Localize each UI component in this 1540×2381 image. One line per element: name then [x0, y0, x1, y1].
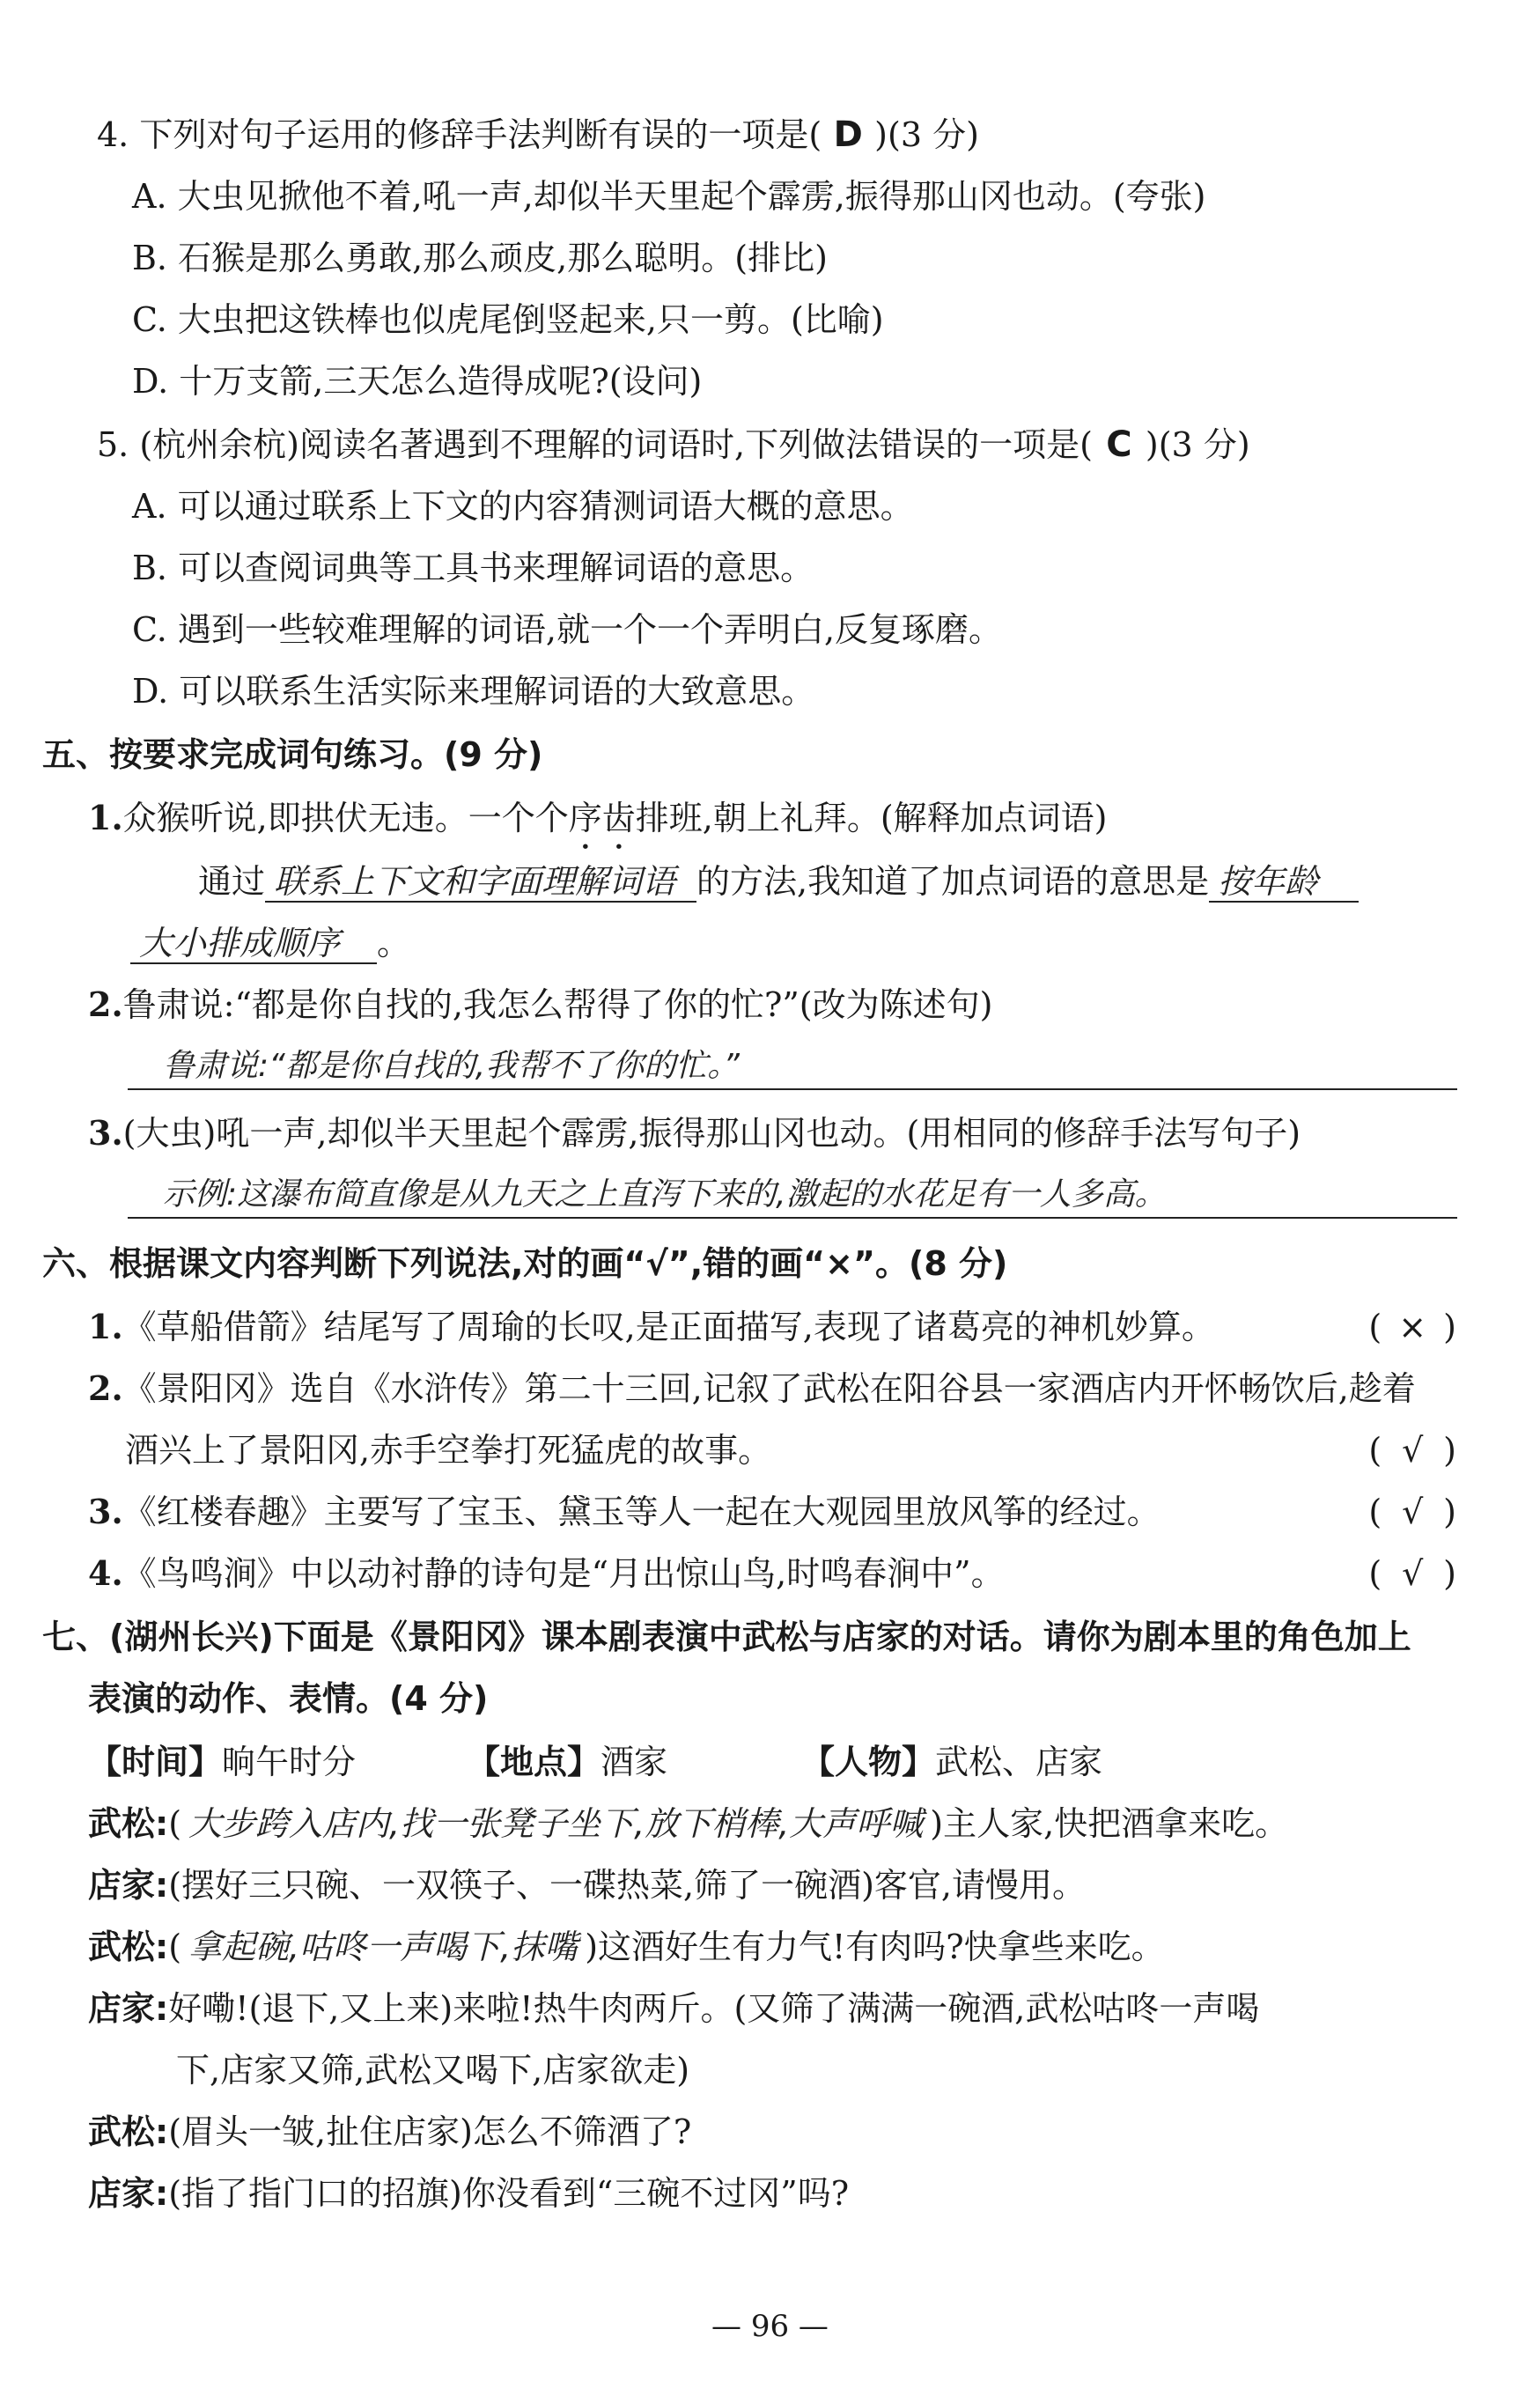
scene-info: 【时间】晌午时分 — [88, 1743, 357, 1781]
dialogue-3: 武松:( 拿起碗,咕咚一声喝下,抹嘴 )这酒好生有力气!有肉吗?快拿些来吃。 — [88, 1928, 1165, 1966]
dialogue-4-cont: 下,店家又筛,武松又喝下,店家欲走) — [176, 2051, 690, 2090]
q4-answer: D — [833, 114, 863, 155]
q5-answer: C — [1106, 424, 1132, 465]
section-5-title: 五、按要求完成词句练习。(9 分) — [42, 735, 543, 774]
dialogue-6: 店家:(指了指门口的招旗)你没看到“三碗不过冈”吗? — [88, 2174, 850, 2213]
q5-option-a: A. 可以通过联系上下文的内容猜测词语大概的意思。 — [132, 487, 914, 526]
q4-option-a: A. 大虫见掀他不着,吼一声,却似半天里起个霹雳,振得那山冈也动。(夸张) — [132, 177, 1206, 216]
dialogue-2: 店家:(摆好三只碗、一双筷子、一碟热菜,筛了一碗酒)客官,请慢用。 — [88, 1866, 1087, 1905]
q4-option-d: D. 十万支箭,三天怎么造得成呢?(设问) — [132, 362, 703, 401]
sec6-item-4-mark: ( √ ) — [1368, 1554, 1456, 1593]
q4-option-c: C. 大虫把这铁棒也似虎尾倒竖起来,只一剪。(比喻) — [132, 300, 884, 339]
dialogue-1: 武松:( 大步跨入店内,找一张凳子坐下,放下梢棒,大声呼喊 )主人家,快把酒拿来吃。 — [88, 1804, 1289, 1843]
sec5-item-3-text: 3.(大虫)吼一声,却似半天里起个霹雳,振得那山冈也动。(用相同的修辞手法写句子) — [88, 1113, 1301, 1153]
sec6-item-3-mark: ( √ ) — [1368, 1493, 1456, 1531]
dotted-word: 序齿 — [568, 799, 636, 837]
answer-blank-method: 联系上下文和字面理解词语 — [265, 862, 696, 903]
sec5-item-1-fill: 通过 联系上下文和字面理解词语 的方法,我知道了加点词语的意思是 按年龄 — [198, 859, 1359, 903]
page-number: — 96 — — [711, 2309, 829, 2344]
answer-blank-meaning-2: 大小排成顺序 — [130, 924, 377, 964]
q5-option-d: D. 可以联系生活实际来理解词语的大致意思。 — [132, 672, 815, 711]
sec5-item-1-fill-cont: 大小排成顺序 。 — [130, 921, 410, 965]
q5-option-b: B. 可以查阅词典等工具书来理解词语的意思。 — [132, 549, 814, 587]
sec5-item-2-text: 2.鲁肃说:“都是你自找的,我怎么帮得了你的忙?”(改为陈述句) — [88, 984, 993, 1024]
sec6-item-1-mark: ( × ) — [1368, 1308, 1456, 1346]
dialogue-3-answer: 拿起碗,咕咚一声喝下,抹嘴 — [188, 1928, 578, 1966]
scene-place: 【地点】酒家 — [467, 1743, 668, 1781]
dialogue-1-answer: 大步跨入店内,找一张凳子坐下,放下梢棒,大声呼喊 — [188, 1804, 924, 1843]
section-7-title: 七、(湖州长兴)下面是《景阳冈》课本剧表演中武松与店家的对话。请你为剧本里的角色加上 — [42, 1618, 1411, 1656]
q5-stem: 5. (杭州余杭)阅读名著遇到不理解的词语时,下列做法错误的一项是( C )(3 分) — [97, 424, 1250, 465]
q4-stem: 4. 下列对句子运用的修辞手法判断有误的一项是( D )(3 分) — [97, 114, 979, 155]
sec6-item-2-cont: 酒兴上了景阳冈,赤手空拳打死猛虎的故事。 — [125, 1431, 772, 1470]
sec5-item-1-text: 1.众猴听说,即拱伏无违。一个个序齿排班,朝上礼拜。(解释加点词语) — [88, 798, 1108, 837]
sec5-item-2-answer: 鲁肃说:“都是你自找的,我帮不了你的忙。” — [128, 1044, 1457, 1090]
sec6-item-2-mark: ( √ ) — [1368, 1431, 1456, 1470]
sec5-item-3-answer: 示例:这瀑布简直像是从九天之上直泻下来的,激起的水花足有一人多高。 — [128, 1173, 1457, 1219]
q4-option-b: B. 石猴是那么勇敢,那么顽皮,那么聪明。(排比) — [132, 239, 828, 277]
sec6-item-3: 3.《红楼春趣》主要写了宝玉、黛玉等人一起在大观园里放风筝的经过。 — [88, 1492, 1161, 1531]
section-7-title-cont: 表演的动作、表情。(4 分) — [88, 1679, 489, 1718]
scene-people: 【人物】武松、店家 — [801, 1743, 1103, 1781]
answer-blank-meaning-1: 按年龄 — [1209, 862, 1359, 903]
sec6-item-1: 1.《草船借箭》结尾写了周瑜的长叹,是正面描写,表现了诸葛亮的神机妙算。 — [88, 1307, 1215, 1346]
sec6-item-4: 4.《鸟鸣涧》中以动衬静的诗句是“月出惊山鸟,时鸣春涧中”。 — [88, 1553, 1005, 1593]
dialogue-4: 店家:好嘞!(退下,又上来)来啦!热牛肉两斤。(又筛了满满一碗酒,武松咕咚一声喝 — [88, 1989, 1260, 2028]
section-6-title: 六、根据课文内容判断下列说法,对的画“√”,错的画“×”。(8 分) — [42, 1244, 1008, 1283]
q5-option-c: C. 遇到一些较难理解的词语,就一个一个弄明白,反复琢磨。 — [132, 610, 1003, 649]
dialogue-5: 武松:(眉头一皱,扯住店家)怎么不筛酒了? — [88, 2112, 692, 2151]
sec6-item-2: 2.《景阳冈》选自《水浒传》第二十三回,记叙了武松在阳谷县一家酒店内开怀畅饮后,趁着 — [88, 1368, 1416, 1408]
